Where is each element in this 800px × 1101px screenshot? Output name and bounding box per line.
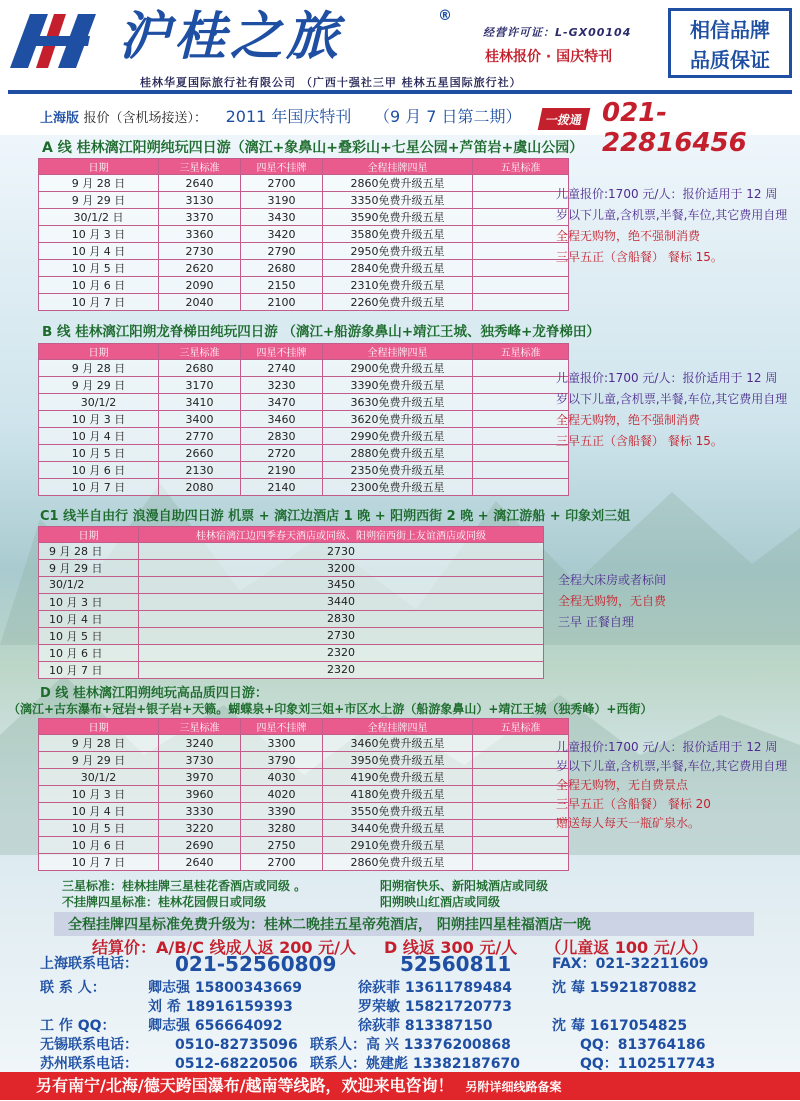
table-cell: 3200 [139, 560, 544, 577]
table-cell: 2320 [139, 661, 544, 678]
header-4star-unrated: 四星不挂牌 [241, 344, 323, 360]
table-cell [473, 837, 569, 854]
table-cell: 9 月 29 日 [39, 560, 139, 577]
table-cell [473, 769, 569, 786]
table-row [39, 360, 569, 377]
table-cell: 2700 [241, 854, 323, 871]
table-cell [473, 820, 569, 837]
table-cell: 3300 [241, 735, 323, 752]
table-cell: 10 月 5 日 [39, 820, 159, 837]
table-cell: 2150 [241, 277, 323, 294]
table-cell: 3390免费升级五星 [323, 377, 473, 394]
table-row [39, 411, 569, 428]
table-cell: 3440免费升级五星 [323, 820, 473, 837]
table-cell: 2090 [159, 277, 241, 294]
header-3star: 三星标准 [159, 159, 241, 175]
table-cell: 2100 [241, 294, 323, 311]
table-cell: 10 月 6 日 [39, 837, 159, 854]
header-4star-rated: 全程挂牌四星 [323, 344, 473, 360]
line-a-table [38, 158, 569, 311]
shanghai-phone-2[interactable]: 52560811 [400, 952, 512, 976]
table-cell: 4030 [241, 769, 323, 786]
table-cell [473, 394, 569, 411]
table-row [39, 226, 569, 243]
fax-number: FAX：021-32211609 [552, 956, 709, 972]
table-cell: 30/1/2 日 [39, 209, 159, 226]
table-cell: 3370 [159, 209, 241, 226]
table-cell: 2730 [159, 243, 241, 260]
table-cell: 10 月 3 日 [39, 411, 159, 428]
legend-3star: 三星标准：桂林挂牌三星桂花香酒店或同级 。 [62, 879, 307, 893]
table-row [39, 243, 569, 260]
table-row [39, 192, 569, 209]
table-cell [473, 854, 569, 871]
table-cell: 10 月 3 日 [39, 226, 159, 243]
table-cell: 3190 [241, 192, 323, 209]
shanghai-label: 上海联系电话： [40, 956, 138, 972]
table-cell: 3630免费升级五星 [323, 394, 473, 411]
table-row [39, 593, 544, 610]
table-cell: 2990免费升级五星 [323, 428, 473, 445]
table-cell [473, 462, 569, 479]
line-a-title: A 线 桂林漓江阳朔纯玩四日游（漓江+象鼻山+叠彩山+七星公园+芦笛岩+虞山公园） [42, 140, 584, 156]
hotel-legend-left [62, 878, 306, 910]
table-cell: 3450 [139, 577, 544, 594]
table-cell: 3130 [159, 192, 241, 209]
table-cell: 3730 [159, 752, 241, 769]
table-cell: 3960 [159, 786, 241, 803]
table-cell [473, 360, 569, 377]
table-cell: 3430 [241, 209, 323, 226]
header-date: 日期 [39, 527, 139, 543]
table-cell: 3280 [241, 820, 323, 837]
table-cell: 2830 [139, 610, 544, 627]
table-cell [473, 479, 569, 496]
table-row [39, 260, 569, 277]
header-4star-rated: 全程挂牌四星 [323, 719, 473, 735]
table-cell: 2740 [241, 360, 323, 377]
table-cell [473, 445, 569, 462]
header-5star: 五星标准 [473, 344, 569, 360]
registered-mark: ® [438, 8, 452, 24]
table-cell: 2310免费升级五星 [323, 277, 473, 294]
table-cell: 3390 [241, 803, 323, 820]
table-cell: 4020 [241, 786, 323, 803]
table-cell: 10 月 6 日 [39, 462, 159, 479]
qq-2: 徐荻菲 813387150 [358, 1018, 493, 1034]
line-c-table [38, 526, 544, 679]
trust-line-1: 相信品牌 [690, 18, 770, 42]
table-cell: 2640 [159, 854, 241, 871]
meals-note: 三早 正餐自理 [558, 615, 634, 629]
table-cell: 10 月 4 日 [39, 803, 159, 820]
legend-yangshuo-1: 阳朔宿快乐、新阳城酒店或同级 [380, 879, 549, 893]
table-cell: 30/1/2 [39, 394, 159, 411]
contact-person-label: 联 系 人： [40, 980, 106, 996]
footer-banner [0, 1072, 800, 1100]
header-date: 日期 [39, 344, 159, 360]
no-shopping-note: 全程无购物，绝不强制消费 [556, 413, 701, 427]
table-cell [473, 735, 569, 752]
table-cell: 2730 [139, 543, 544, 560]
table-cell: 2880免费升级五星 [323, 445, 473, 462]
table-cell: 3440 [139, 593, 544, 610]
table-row [39, 837, 569, 854]
table-cell: 2350免费升级五星 [323, 462, 473, 479]
table-cell: 3410 [159, 394, 241, 411]
table-cell: 9 月 28 日 [39, 175, 159, 192]
contact-2[interactable]: 徐荻菲 13611789484 [358, 980, 513, 996]
table-cell: 2320 [139, 644, 544, 661]
table-cell: 2690 [159, 837, 241, 854]
table-cell: 2040 [159, 294, 241, 311]
qq-3: 沈 莓 1617054825 [552, 1018, 688, 1034]
table-row [39, 428, 569, 445]
room-note: 全程大床房或者标间 [558, 573, 667, 587]
edition-region: 上海版 [40, 111, 80, 126]
table-cell: 2900免费升级五星 [323, 360, 473, 377]
no-shopping-note: 全程无购物，绝不强制消费 [556, 229, 701, 243]
header-divider [8, 90, 792, 94]
line-b-table [38, 343, 569, 496]
header-3star: 三星标准 [159, 719, 241, 735]
table-cell [473, 377, 569, 394]
table-cell: 3460免费升级五星 [323, 735, 473, 752]
qq-1: 卿志强 656664092 [148, 1018, 283, 1034]
table-cell [473, 294, 569, 311]
edition-note: 报价（含机场接送）： [83, 111, 208, 126]
table-row [39, 394, 569, 411]
table-header-row [39, 527, 544, 543]
table-cell: 10 月 7 日 [39, 294, 159, 311]
table-cell: 2130 [159, 462, 241, 479]
upgrade-banner: 全程挂牌四星标准免费升级为：桂林二晚挂五星帝苑酒店， 阳朔挂四星桂福酒店一晚 [54, 912, 754, 936]
header-4star-rated: 全程挂牌四星 [323, 159, 473, 175]
table-cell: 2720 [241, 445, 323, 462]
line-d-table [38, 718, 569, 871]
table-cell: 2790 [241, 243, 323, 260]
trust-badge [668, 8, 792, 78]
table-cell: 2700 [241, 175, 323, 192]
footer-side-text: 另附详细线路备案 [465, 1080, 562, 1094]
company-name: 桂林华夏国际旅行社有限公司 （广西十强社三甲 桂林五星国际旅行社） [140, 76, 522, 89]
table-row [39, 644, 544, 661]
table-cell [473, 803, 569, 820]
no-shopping-note: 全程无购物，无自费景点 [556, 778, 689, 792]
table-cell [473, 411, 569, 428]
settle-d: D 线返 300 元/人 [383, 938, 518, 957]
table-cell: 9 月 28 日 [39, 543, 139, 560]
table-row [39, 627, 544, 644]
table-cell: 10 月 3 日 [39, 593, 139, 610]
brand-logo-icon [8, 8, 118, 72]
table-cell: 2840免费升级五星 [323, 260, 473, 277]
table-cell [473, 428, 569, 445]
table-cell: 9 月 28 日 [39, 735, 159, 752]
table-cell: 3170 [159, 377, 241, 394]
table-cell: 2860免费升级五星 [323, 854, 473, 871]
table-cell: 3970 [159, 769, 241, 786]
table-cell: 2640 [159, 175, 241, 192]
table-cell: 10 月 4 日 [39, 428, 159, 445]
table-cell: 2830 [241, 428, 323, 445]
header-date: 日期 [39, 159, 159, 175]
hotline-phone[interactable]: 021-22816456 [602, 98, 747, 158]
table-row [39, 769, 569, 786]
license-number: 经营许可证：L-GX00104 [483, 26, 632, 39]
table-cell: 3460 [241, 411, 323, 428]
table-cell [473, 226, 569, 243]
edition-info [40, 104, 522, 127]
table-row [39, 803, 569, 820]
wuxi-contact[interactable]: 联系人：高 兴 13376200868 [310, 1037, 511, 1053]
table-cell: 2750 [241, 837, 323, 854]
line-b-notes [556, 368, 788, 452]
table-cell: 3350免费升级五星 [323, 192, 473, 209]
table-cell [473, 786, 569, 803]
table-row [39, 377, 569, 394]
table-header-row [39, 159, 569, 175]
line-c-title: C1 线半自由行 浪漫自助四日游 机票 + 漓江边酒店 1 晚 + 阳朔西街 2 晚 + 漓江游船 + 印象刘三姐 [40, 509, 631, 524]
table-cell: 2730 [139, 627, 544, 644]
hotline-badge: 一拨通 [538, 108, 591, 130]
table-header-row [39, 344, 569, 360]
table-cell: 3230 [241, 377, 323, 394]
table-row [39, 752, 569, 769]
table-cell: 10 月 4 日 [39, 610, 139, 627]
table-cell: 2620 [159, 260, 241, 277]
table-cell: 3590免费升级五星 [323, 209, 473, 226]
table-cell [473, 243, 569, 260]
table-cell: 30/1/2 [39, 577, 139, 594]
table-cell: 4190免费升级五星 [323, 769, 473, 786]
contact-5[interactable]: 罗荣敏 15821720773 [358, 999, 513, 1015]
child-price-note: 儿童报价:1700 元/人：报价适用于 12 周岁以下儿童,含机票,半餐,车位,其它费用自理 [556, 740, 788, 773]
table-row [39, 820, 569, 837]
table-cell: 9 月 28 日 [39, 360, 159, 377]
table-cell: 9 月 29 日 [39, 377, 159, 394]
line-d-notes [556, 738, 788, 833]
suzhou-contact[interactable]: 联系人：姚建彪 13382187670 [310, 1056, 521, 1072]
table-row [39, 735, 569, 752]
table-row [39, 610, 544, 627]
line-d-title: D 线 桂林漓江阳朔纯玩高品质四日游： [40, 686, 268, 701]
table-cell [473, 175, 569, 192]
suzhou-label: 苏州联系电话： [40, 1056, 138, 1072]
table-row [39, 543, 544, 560]
table-header-row [39, 719, 569, 735]
wuxi-qq: QQ：813764186 [580, 1037, 706, 1053]
table-row [39, 445, 569, 462]
brand-title: 沪桂之旅 [118, 6, 343, 67]
footer-main-text: 另有南宁/北海/德天跨国瀑布/越南等线路，欢迎来电咨询！ [36, 1076, 454, 1095]
table-cell: 3360 [159, 226, 241, 243]
line-a-notes [556, 184, 788, 268]
table-cell [473, 260, 569, 277]
meals-note: 三早五正（含船餐） 餐标 15。 [556, 434, 723, 448]
table-cell: 2860免费升级五星 [323, 175, 473, 192]
table-cell: 9 月 29 日 [39, 192, 159, 209]
table-cell: 30/1/2 [39, 769, 159, 786]
table-cell [473, 277, 569, 294]
legend-yangshuo-2: 阳朔映山红酒店或同级 [380, 895, 501, 909]
table-cell: 2770 [159, 428, 241, 445]
child-price-note: 儿童报价:1700 元/人：报价适用于 12 周岁以下儿童,含机票,半餐,车位,其它费用自理 [556, 187, 788, 222]
table-cell: 3580免费升级五星 [323, 226, 473, 243]
table-cell: 10 月 6 日 [39, 644, 139, 661]
settle-child: （儿童返 100 元/人） [545, 938, 708, 957]
table-cell: 2260免费升级五星 [323, 294, 473, 311]
table-row [39, 175, 569, 192]
contact-block [40, 952, 716, 1074]
table-row [39, 462, 569, 479]
line-c-notes [558, 570, 778, 633]
line-b-title: B 线 桂林漓江阳朔龙脊梯田纯玩四日游 （漓江+船游象鼻山+靖江王城、独秀峰+龙脊梯田） [42, 324, 600, 340]
table-cell: 10 月 6 日 [39, 277, 159, 294]
table-cell [473, 752, 569, 769]
table-cell: 2140 [241, 479, 323, 496]
table-row [39, 577, 544, 594]
header-hotel: 桂林宿漓江边四季春天酒店或同级、阳朔宿西街上友谊酒店或同级 [139, 527, 544, 543]
table-cell: 3950免费升级五星 [323, 752, 473, 769]
table-cell: 10 月 7 日 [39, 854, 159, 871]
table-cell: 10 月 4 日 [39, 243, 159, 260]
header-3star: 三星标准 [159, 344, 241, 360]
hotel-legend-right [380, 878, 548, 910]
suzhou-phone[interactable]: 0512-68220506 [175, 1056, 298, 1072]
table-cell: 3330 [159, 803, 241, 820]
table-cell: 3400 [159, 411, 241, 428]
table-row [39, 786, 569, 803]
header-4star-unrated: 四星不挂牌 [241, 719, 323, 735]
wuxi-phone[interactable]: 0510-82735096 [175, 1037, 298, 1053]
table-row [39, 479, 569, 496]
table-cell [473, 192, 569, 209]
table-cell: 3790 [241, 752, 323, 769]
table-cell: 9 月 29 日 [39, 752, 159, 769]
header-subtitle: 桂林报价 · 国庆特刊 [485, 49, 613, 65]
table-cell: 3470 [241, 394, 323, 411]
table-row [39, 661, 544, 678]
shanghai-phone-1[interactable]: 021-52560809 [175, 952, 337, 976]
table-row [39, 560, 544, 577]
edition-title: 2011 年国庆特刊 [225, 107, 352, 126]
trust-line-2: 品质保证 [690, 48, 770, 72]
work-qq-label: 工 作 QQ： [40, 1018, 116, 1034]
table-cell: 2190 [241, 462, 323, 479]
table-row [39, 209, 569, 226]
table-cell: 3550免费升级五星 [323, 803, 473, 820]
contact-3[interactable]: 沈 莓 15921870882 [552, 980, 697, 996]
meals-note: 三早五正（含船餐） 餐标 15。 [556, 250, 723, 264]
line-d-subtitle: （漓江+古东瀑布+冠岩+银子岩+天籁。蝴蝶泉+印象刘三姐+市区水上游（船游象鼻山）+靖江王城（独秀峰）+西街） [8, 702, 653, 716]
table-cell: 3220 [159, 820, 241, 837]
table-cell: 3240 [159, 735, 241, 752]
contact-4[interactable]: 刘 希 18916159393 [148, 999, 293, 1015]
table-cell: 2080 [159, 479, 241, 496]
wuxi-label: 无锡联系电话： [40, 1037, 138, 1053]
no-shopping-note: 全程无购物，无自费 [558, 594, 667, 608]
table-cell: 10 月 5 日 [39, 627, 139, 644]
child-price-note: 儿童报价:1700 元/人：报价适用于 12 周岁以下儿童,含机票,半餐,车位,其它费用自理 [556, 371, 788, 406]
contact-1[interactable]: 卿志强 15800343669 [148, 980, 303, 996]
table-cell: 2680 [159, 360, 241, 377]
edition-issue: （9 月 7 日第二期） [373, 107, 522, 126]
table-cell: 2910免费升级五星 [323, 837, 473, 854]
table-row [39, 854, 569, 871]
suzhou-qq: QQ：1102517743 [580, 1056, 716, 1072]
water-gift-note: 赠送每人每天一瓶矿泉水。 [556, 816, 701, 830]
legend-4star: 不挂牌四星标准：桂林花园假日或同级 [62, 895, 267, 909]
meals-note: 三早五正（含船餐） 餐标 20 [556, 797, 711, 811]
table-cell: 2680 [241, 260, 323, 277]
table-cell: 10 月 7 日 [39, 479, 159, 496]
header-date: 日期 [39, 719, 159, 735]
table-cell [473, 209, 569, 226]
table-cell: 2300免费升级五星 [323, 479, 473, 496]
header-5star: 五星标准 [473, 719, 569, 735]
table-cell: 3420 [241, 226, 323, 243]
settle-abc: 结算价：A/B/C 线成人返 200 元/人 [92, 938, 356, 957]
table-cell: 2660 [159, 445, 241, 462]
table-cell: 10 月 5 日 [39, 260, 159, 277]
table-cell: 10 月 3 日 [39, 786, 159, 803]
table-row [39, 277, 569, 294]
header-5star: 五星标准 [473, 159, 569, 175]
header-4star-unrated: 四星不挂牌 [241, 159, 323, 175]
table-row [39, 294, 569, 311]
table-cell: 3620免费升级五星 [323, 411, 473, 428]
table-cell: 4180免费升级五星 [323, 786, 473, 803]
table-cell: 10 月 7 日 [39, 661, 139, 678]
table-cell: 2950免费升级五星 [323, 243, 473, 260]
table-cell: 10 月 5 日 [39, 445, 159, 462]
